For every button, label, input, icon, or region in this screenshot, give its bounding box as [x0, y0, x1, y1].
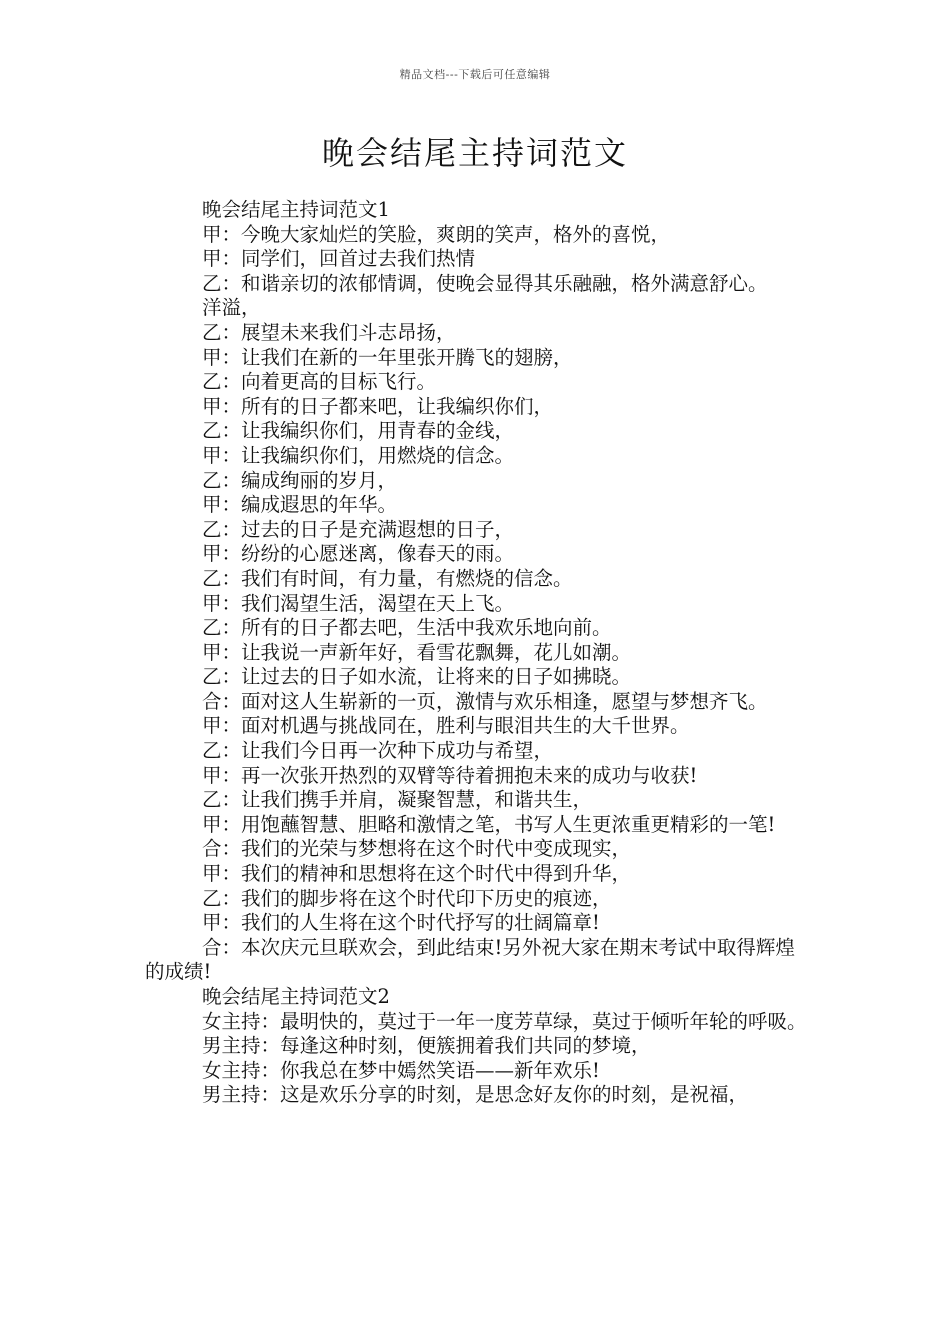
paragraph: 甲：今晚大家灿烂的笑脸，爽朗的笑声，格外的喜悦， [202, 222, 671, 246]
paragraph: 乙：让我们今日再一次种下成功与希望， [202, 739, 554, 763]
paragraph: 乙：向着更高的目标飞行。 [202, 370, 437, 394]
paragraph: 甲：我们的精神和思想将在这个时代中得到升华， [202, 862, 632, 886]
paragraph: 甲：我们的人生将在这个时代抒写的壮阔篇章! [202, 911, 600, 935]
paragraph: 男主持：每逢这种时刻，便簇拥着我们共同的梦境， [202, 1034, 651, 1058]
document-title: 晚会结尾主持词范文 [321, 134, 628, 172]
paragraph: 甲：用饱蘸智慧、胆略和激情之笔，书写人生更浓重更精彩的一笔! [202, 812, 776, 836]
paragraph: 甲：同学们，回首过去我们热情 [202, 247, 476, 271]
paragraph: 甲：让我编织你们，用燃烧的信念。 [202, 443, 515, 467]
page-header-note: 精品文档---下载后可任意编辑 [399, 68, 551, 81]
paragraph: 甲：再一次张开热烈的双臂等待着拥抱未来的成功与收获! [202, 763, 698, 787]
document-body [145, 198, 810, 1108]
paragraph: 晚会结尾主持词范文2 [202, 985, 390, 1008]
paragraph: 甲：所有的日子都来吧，让我编织你们， [202, 394, 554, 418]
paragraph: 洋溢， [202, 296, 261, 320]
paragraph: 男主持：这是欢乐分享的时刻，是思念好友你的时刻，是祝福， [202, 1083, 749, 1107]
paragraph: 乙：让我们携手并肩，凝聚智慧，和谐共生， [202, 788, 593, 812]
paragraph: 乙：过去的日子是充满遐想的日子， [202, 517, 515, 541]
paragraph: 甲：编成遐思的年华。 [202, 493, 398, 517]
paragraph: 乙：让我编织你们，用青春的金线， [202, 419, 515, 443]
paragraph: 甲：我们渴望生活，渴望在天上飞。 [202, 591, 515, 615]
paragraph: 乙：编成绚丽的岁月， [202, 468, 398, 492]
paragraph: 乙：让过去的日子如水流，让将来的日子如拂晓。 [202, 665, 632, 689]
paragraph: 女主持：你我总在梦中嫣然笑语——新年欢乐! [202, 1058, 600, 1082]
paragraph: 合：我们的光荣与梦想将在这个时代中变成现实， [202, 837, 632, 861]
paragraph: 乙：我们的脚步将在这个时代印下历史的痕迹， [202, 886, 612, 910]
paragraph: 甲：让我们在新的一年里张开腾飞的翅膀， [202, 345, 573, 369]
paragraph: 晚会结尾主持词范文1 [202, 198, 390, 221]
paragraph: 甲：让我说一声新年好，看雪花飘舞，花儿如潮。 [202, 640, 632, 664]
paragraph: 甲：面对机遇与挑战同在，胜利与眼泪共生的大千世界。 [202, 714, 690, 738]
paragraph: 甲：纷纷的心愿迷离，像春天的雨。 [202, 542, 515, 566]
paragraph: 合：面对这人生崭新的一页，激情与欢乐相逢，愿望与梦想齐飞。 [202, 689, 768, 713]
paragraph: 合：本次庆元旦联欢会，到此结束!另外祝大家在期末考试中取得辉煌的成绩! [145, 935, 795, 984]
paragraph: 乙：展望未来我们斗志昂扬， [202, 320, 456, 344]
paragraph: 乙：所有的日子都去吧，生活中我欢乐地向前。 [202, 616, 612, 640]
paragraph: 乙：我们有时间，有力量，有燃烧的信念。 [202, 566, 573, 590]
paragraph: 女主持：最明快的，莫过于一年一度芳草绿，莫过于倾听年轮的呼吸。 [202, 1009, 807, 1033]
paragraph: 乙：和谐亲切的浓郁情调，使晚会显得其乐融融，格外满意舒心。 [202, 271, 768, 295]
